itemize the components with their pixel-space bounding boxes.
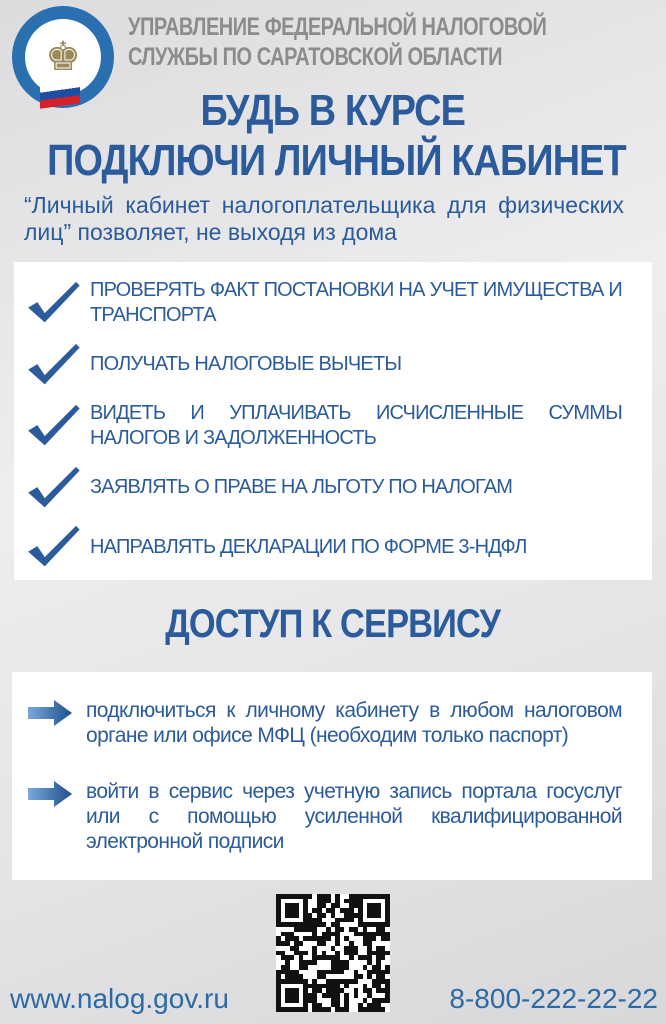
qr-module bbox=[340, 970, 345, 975]
org-line-2: СЛУЖБЫ ПО САРАТОВСКОЙ ОБЛАСТИ bbox=[128, 43, 503, 71]
qr-module bbox=[354, 993, 359, 998]
qr-module bbox=[358, 974, 363, 979]
access-row bbox=[28, 779, 622, 854]
headline-wrap bbox=[0, 86, 666, 136]
qr-module bbox=[294, 913, 299, 918]
feature-item: ЗАЯВЛЯТЬ О ПРАВЕ НА ЛЬГОТУ ПО НАЛОГАМ bbox=[90, 476, 513, 498]
qr-module bbox=[344, 984, 349, 989]
access-heading: ДОСТУП К СЕРВИСУ bbox=[165, 602, 501, 646]
organization-name bbox=[128, 12, 546, 72]
qr-module bbox=[385, 951, 390, 956]
qr-module bbox=[349, 955, 354, 960]
subheadline-wrap bbox=[0, 136, 666, 186]
qr-module bbox=[303, 965, 308, 970]
qr-module bbox=[354, 979, 359, 984]
feature-item: ПРОВЕРЯТЬ ФАКТ ПОСТАНОВКИ НА УЧЕТ ИМУЩЕСТВА И ТРАНСПОРТА bbox=[90, 279, 622, 326]
feature-row bbox=[22, 342, 622, 388]
feature-item: ПОЛУЧАТЬ НАЛОГОВЫЕ ВЫЧЕТЫ bbox=[90, 353, 402, 375]
arrow-right-icon bbox=[28, 700, 72, 726]
qr-module bbox=[372, 936, 377, 941]
qr-module bbox=[294, 998, 299, 1003]
feature-item: НАПРАВЛЯТЬ ДЕКЛАРАЦИИ ПО ФОРМЕ 3-НДФЛ bbox=[90, 535, 527, 558]
access-box bbox=[12, 672, 652, 880]
qr-module bbox=[303, 1007, 308, 1012]
qr-module bbox=[344, 1007, 349, 1012]
access-row bbox=[28, 698, 622, 748]
check-icon bbox=[22, 403, 84, 449]
website-link[interactable]: www.nalog.gov.ru bbox=[10, 983, 229, 1014]
check-icon bbox=[22, 465, 84, 511]
check-icon bbox=[22, 524, 84, 570]
qr-module bbox=[376, 913, 381, 918]
intro-text: “Личный кабинет налогоплательщика для физических лиц” позволяет, не выходя из дома bbox=[24, 192, 624, 245]
headline: БУДЬ В КУРСЕ bbox=[200, 86, 466, 135]
qr-module bbox=[326, 936, 331, 941]
qr-module bbox=[322, 913, 327, 918]
qr-module bbox=[303, 951, 308, 956]
features-box bbox=[14, 262, 652, 580]
qr-module bbox=[344, 965, 349, 970]
access-item: войти в сервис через учетную запись портала госуслуг или с помощью усиленной квалифицированной электронной подписи bbox=[86, 780, 622, 854]
qr-module bbox=[335, 941, 340, 946]
qr-module bbox=[340, 927, 345, 932]
qr-module bbox=[312, 960, 317, 965]
feature-row bbox=[22, 465, 622, 511]
feature-row bbox=[22, 401, 622, 451]
feature-item: ВИДЕТЬ И УПЛАЧИВАТЬ ИСЧИСЛЕННЫЕ СУММЫ НАЛОГОВ И ЗАДОЛЖЕННОСТЬ bbox=[90, 402, 622, 449]
qr-module bbox=[381, 1007, 386, 1012]
qr-module bbox=[385, 970, 390, 975]
check-icon bbox=[22, 342, 84, 388]
qr-module bbox=[385, 936, 390, 941]
qr-module bbox=[349, 918, 354, 923]
arrow-right-icon bbox=[28, 781, 72, 807]
qr-code[interactable] bbox=[276, 894, 390, 1012]
qr-module bbox=[322, 941, 327, 946]
qr-module bbox=[326, 1007, 331, 1012]
qr-module bbox=[299, 941, 304, 946]
access-heading-wrap bbox=[0, 600, 666, 648]
hotline-phone[interactable]: 8-800-222-22-22 bbox=[449, 983, 658, 1014]
qr-module bbox=[308, 894, 313, 899]
feature-row bbox=[22, 278, 622, 328]
feature-row bbox=[22, 524, 622, 570]
check-icon bbox=[22, 280, 84, 326]
org-line-1: УПРАВЛЕНИЕ ФЕДЕРАЛЬНОЙ НАЛОГОВОЙ bbox=[128, 13, 547, 41]
subheadline: ПОДКЛЮЧИ ЛИЧНЫЙ КАБИНЕТ bbox=[47, 136, 626, 185]
qr-module bbox=[290, 955, 295, 960]
access-item: подключиться к личному кабинету в любом налоговом органе или офисе МФЦ (необходим только паспорт) bbox=[86, 698, 622, 747]
qr-module bbox=[385, 998, 390, 1003]
qr-module bbox=[385, 922, 390, 927]
qr-module bbox=[381, 955, 386, 960]
emblem-icon: ♚ bbox=[25, 19, 101, 95]
